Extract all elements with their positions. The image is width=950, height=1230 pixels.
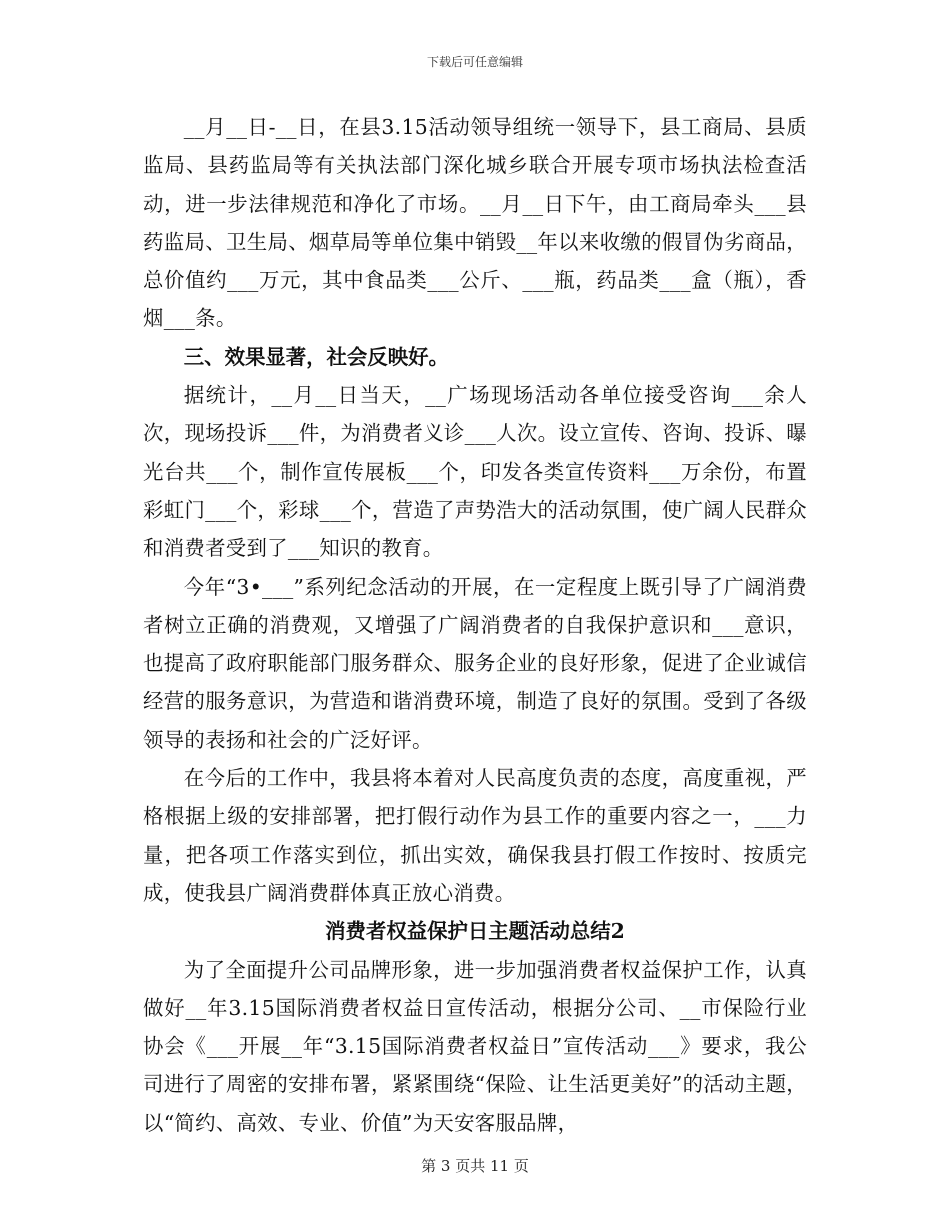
document-body: [143, 108, 807, 1142]
paragraph-company-intro: 为了全面提升公司品牌形象，进一步加强消费者权益保护工作，认真做好__年3.15国际消费者权益日宣传活动，根据分公司、__市保险行业协会《___开展__年“3.15国际消费者权益日”宣传活动___》要求，我公司进行了周密的安排布署，紧紧围绕“保险、让生活更美好”的活动主题，以“简约、高效、专业、价值”为天安客服品牌，: [143, 957, 807, 1135]
page-header: 下载后可任意编辑: [426, 55, 523, 69]
paragraph-statistics: 据统计，__月__日当天，__广场现场活动各单位接受咨询___余人次，现场投诉___件，为消费者义诊___人次。设立宣传、咨询、投诉、曝光台共___个，制作宣传展板___个，印发各类宣传资料___万余份，布置彩虹门___个，彩球___个，营造了声势浩大的活动氛围，使广阔人民群众和消费者受到了___知识的教育。: [143, 383, 807, 561]
paragraph-significance: 今年“3•___”系列纪念活动的开展，在一定程度上既引导了广阔消费者树立正确的消费观，又增强了广阔消费者的自我保护意识和___意识，也提高了政府职能部门服务群众、服务企业的良好形象，促进了企业诚信经营的服务意识，为营造和谐消费环境，制造了良好的氛围。受到了各级领导的表扬和社会的广泛好评。: [143, 574, 807, 752]
page-number-footer: 第 3 页共 11 页: [421, 1157, 529, 1175]
paragraph-enforcement: __月__日-__日，在县3.15活动领导组统一领导下，县工商局、县质监局、县药监局等有关执法部门深化城乡联合开展专项市场执法检查活动，进一步法律规范和净化了市场。__月__日下午，由工商局牵头___县药监局、卫生局、烟草局等单位集中销毁__年以来收缴的假冒伪劣商品，总价值约___万元，其中食品类___公斤、___瓶，药品类___盒（瓶），香烟___条。: [143, 115, 807, 331]
document-title-2: 消费者权益保护日主题活动总结2: [325, 919, 625, 944]
section-heading-results: 三、效果显著，社会反映好。: [183, 344, 449, 369]
paragraph-future-work: 在今后的工作中，我县将本着对人民高度负责的态度，高度重视，严格根据上级的安排部署，把打假行动作为县工作的重要内容之一，___力量，把各项工作落实到位，抓出实效，确保我县打假工作按时、按质完成，使我县广阔消费群体真正放心消费。: [143, 766, 807, 905]
